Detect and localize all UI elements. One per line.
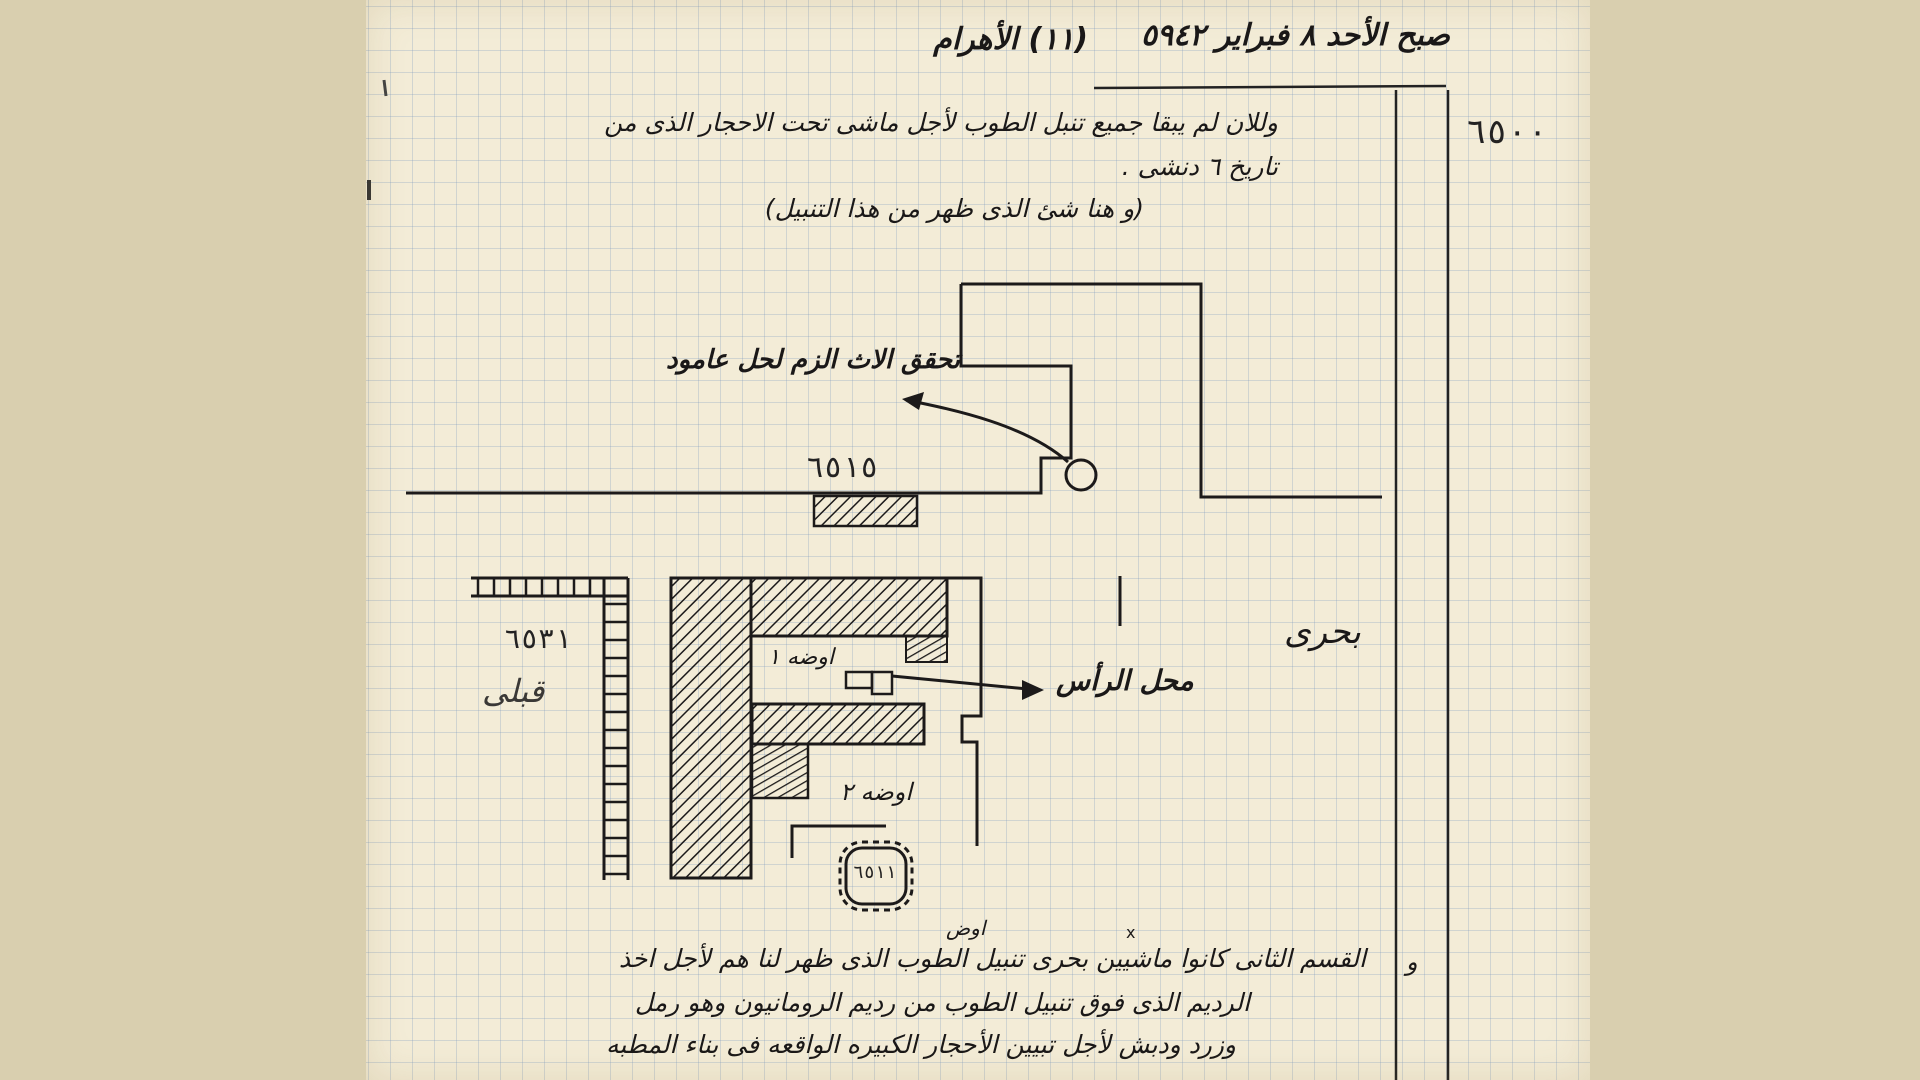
paragraph-2-line-2: الرديم الذى فوق تنبيل الطوب من رديم الرومانيون وهو رمل xyxy=(634,988,1250,1017)
number-top: ٦٥١٥ xyxy=(806,450,879,485)
head-arrow-line xyxy=(892,676,1038,690)
small-block xyxy=(906,636,947,662)
head-arrow-head xyxy=(1022,680,1044,700)
north-wall xyxy=(751,578,947,636)
paragraph-1-line-3: (و هنا شئ الذى ظهر من هذا التنبيل) xyxy=(764,194,1144,223)
brick-block-top xyxy=(814,496,917,526)
row-mark: و xyxy=(1406,948,1418,976)
arrow-note: تحقق الاث الزم لحل عامود xyxy=(666,345,960,375)
left-background xyxy=(0,0,366,1080)
south-label: قبلى xyxy=(482,672,545,710)
room-2-label: اوضه ٢ xyxy=(840,778,913,806)
header-page-ref: (١١) الأهرام xyxy=(933,22,1088,57)
number-left: ٦٥٣١ xyxy=(504,622,572,655)
west-wall xyxy=(671,578,751,878)
paragraph-1-line-2: تاريخ ٦ دنشى . xyxy=(1121,152,1278,181)
right-background xyxy=(1590,0,1920,1080)
header-date: صبح الأحد ٨ فبراير ٥٩٤٢ xyxy=(1140,18,1450,53)
arrow-head xyxy=(902,392,924,410)
svg-text:x: x xyxy=(1126,923,1136,942)
north-label: بحرى xyxy=(1284,612,1361,652)
head-box xyxy=(846,672,872,688)
room-1-label: اوضه ١ xyxy=(768,645,835,670)
column-circle xyxy=(1066,460,1096,490)
upper-structure xyxy=(406,284,1382,497)
paragraph-2-line-1: القسم الثانى كانوا ماشيين بحرى تنبيل الطوب الذى ظهر لنا هم لأجل اخذ xyxy=(618,944,1366,973)
margin-number: ٦٥٠٠ xyxy=(1466,112,1548,152)
inner-block xyxy=(752,744,808,798)
paragraph-2-line-3: وزرد ودبش لأجل تبيين الأحجار الكبيره الواقعه فى بناء المطبه xyxy=(606,1030,1236,1059)
number-box: ٦٥١١ xyxy=(853,862,897,883)
paragraph-1-line-1: وللان لم يبقا جميع تنبل الطوب لأجل ماشى تحت الاحجار الذى من xyxy=(604,108,1278,137)
below-label: اوض xyxy=(946,916,986,940)
notebook-page xyxy=(366,0,1590,1080)
middle-wall xyxy=(752,704,924,744)
arrow-curve xyxy=(906,400,1068,462)
head-place-label: محل الرأس xyxy=(1056,664,1194,697)
